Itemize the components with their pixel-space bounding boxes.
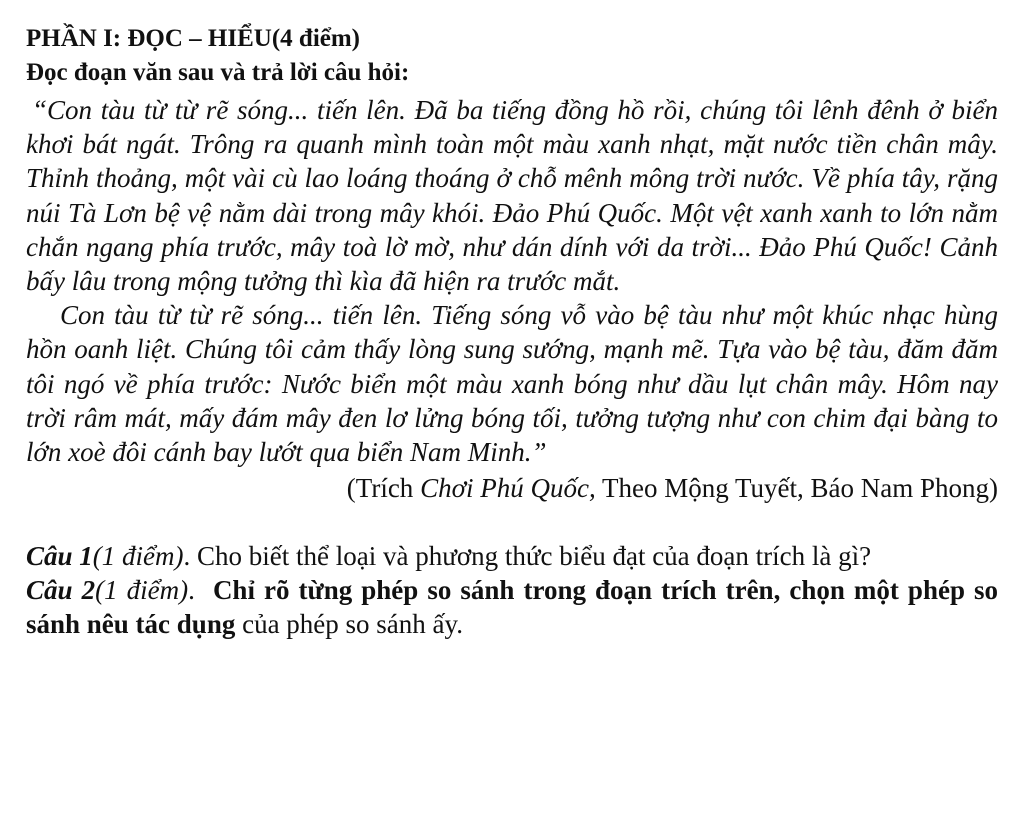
spacer (26, 505, 998, 539)
source-open: (Trích (346, 473, 421, 504)
question-2-separator: . (188, 575, 213, 606)
source-author: Theo Mộng Tuyết, Báo Nam Phong) (595, 473, 998, 504)
question-1 (26, 539, 998, 573)
passage-paragraph-2: Con tàu từ từ rẽ sóng... tiến lên. Tiếng sóng vỗ vào bệ tàu như một khúc nhạc hùng hồn oanh liệt. Chúng tôi cảm thấy lòng sung sướng, mạnh mẽ. Tựa vào bệ tàu, đăm đăm tôi ngó về phía trước: Nước biển một màu xanh bóng như dầu lụt chân mây. Hôm nay trời râm mát, mấy đám mây đen lơ lửng bóng tối, tưởng tượng như con chim đại bàng to lớn xoè đôi cánh bay lướt qua biển Nam Minh.” (26, 300, 998, 468)
question-2-label: Câu 2 (26, 575, 96, 606)
section-title: PHẦN I: ĐỌC – HIỂU(4 điểm) (26, 25, 361, 52)
passage-source (26, 471, 998, 505)
source-work-title: Chơi Phú Quốc, (420, 473, 596, 504)
question-2-text: của phép so sánh ấy. (235, 609, 464, 640)
question-2 (26, 573, 998, 641)
question-1-label: Câu 1 (26, 541, 93, 572)
question-1-text: . Cho biết thể loại và phương thức biểu đạt của đoạn trích là gì? (183, 541, 872, 572)
document-page (26, 22, 998, 641)
question-1-points: (1 điểm) (92, 541, 184, 572)
reading-instruction: Đọc đoạn văn sau và trả lời câu hỏi: (26, 59, 410, 86)
passage-paragraph-1: “Con tàu từ từ rẽ sóng... tiến lên. Đã ba tiếng đồng hồ rồi, chúng tôi lênh đênh ở biển khơi bát ngát. Trông ra quanh mình toàn một màu xanh nhạt, mặt nước tiền chân mây. Thỉnh thoảng, một vài cù lao loáng thoáng ở chỗ mênh mông trời nước. Về phía tây, rặng núi Tà Lơn bệ vệ nằm dài trong mây khói. Đảo Phú Quốc. Một vệt xanh xanh to lớn nằm chắn ngang phía trước, mây toà lờ mờ, như dán dính với da trời... Đảo Phú Quốc! Cảnh bấy lâu trong mộng tưởng thì kìa đã hiện ra trước mắt. (26, 95, 998, 297)
question-2-strong-text: Chỉ rõ từng phép so sánh trong đoạn trích trên, chọn một phép so sánh nêu tác dụng (26, 575, 999, 640)
question-2-points: (1 điểm) (95, 575, 189, 606)
